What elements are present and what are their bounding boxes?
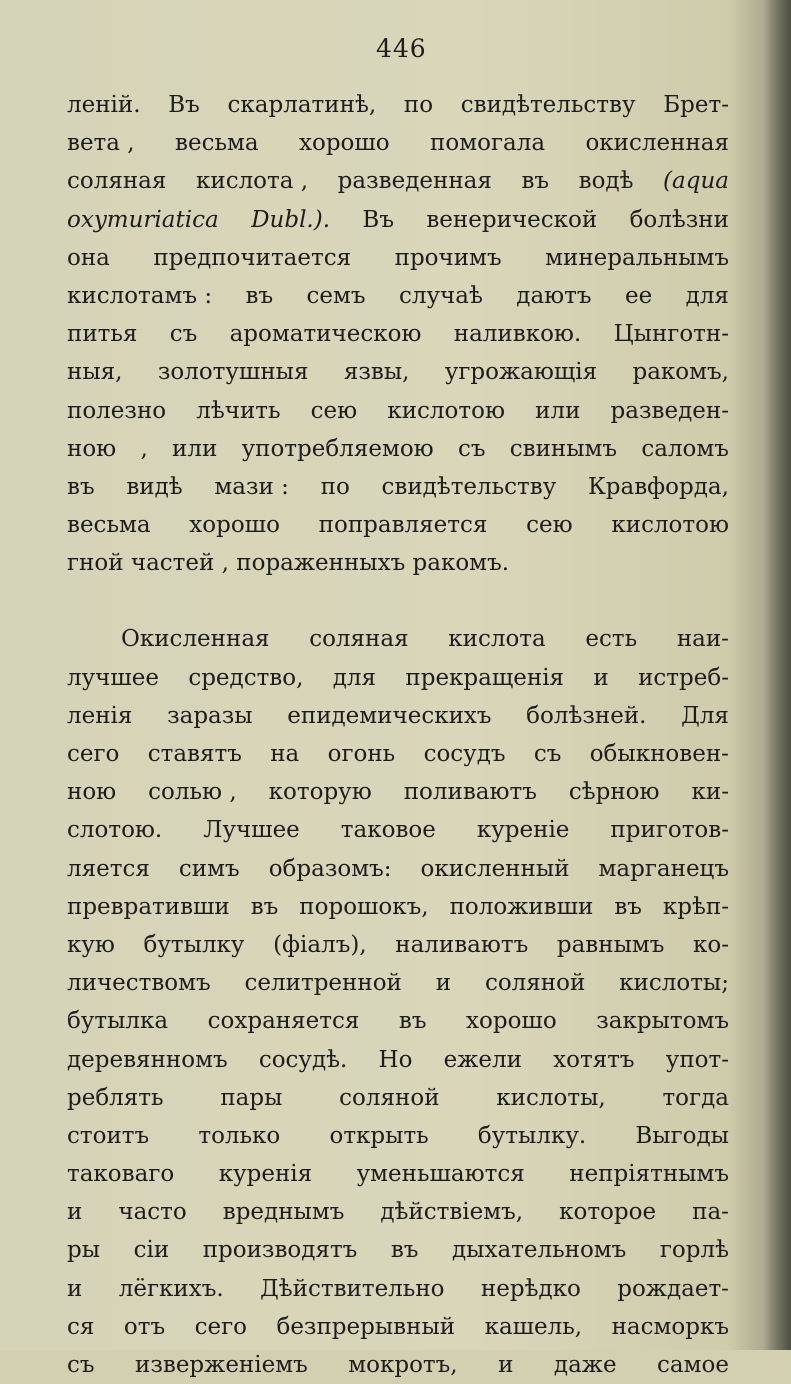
word: личествомъ: [67, 970, 211, 997]
word: ее: [624, 282, 653, 309]
word: нерѣдко: [480, 1275, 581, 1302]
word: самое: [657, 1352, 729, 1378]
word: есть: [585, 626, 638, 653]
text-line: [67, 1117, 729, 1155]
word: свидѣтельству: [381, 473, 557, 500]
word: рождает-: [617, 1275, 729, 1302]
word: пары: [220, 1084, 283, 1111]
word: язвы,: [343, 359, 410, 386]
word: бутылка: [67, 1008, 169, 1035]
word: хорошо: [189, 512, 280, 539]
word: упот-: [665, 1046, 729, 1073]
word: весьма: [175, 130, 259, 157]
text-line: [67, 888, 729, 926]
word: ры: [67, 1237, 101, 1264]
word: только: [198, 1122, 281, 1149]
word: для: [685, 282, 729, 309]
word: превративши: [67, 893, 230, 920]
word: приготов-: [610, 817, 729, 844]
word: часто: [118, 1199, 187, 1226]
text-line: [67, 659, 729, 697]
word: равнымъ: [556, 931, 665, 958]
word: съ: [67, 1352, 95, 1378]
word: изверженіемъ: [135, 1352, 308, 1378]
word: болѣзней.: [526, 702, 647, 729]
word: даютъ: [516, 282, 592, 309]
word: угрожающія: [444, 359, 598, 386]
word: стоитъ: [67, 1122, 150, 1149]
word: по: [320, 473, 350, 500]
word: Окисленная: [121, 626, 270, 653]
word: (фіалъ),: [273, 931, 367, 958]
word: соляная: [67, 168, 167, 195]
word: наливкою.: [453, 321, 582, 348]
word: непріятнымъ: [569, 1161, 729, 1188]
word: помогала: [430, 130, 546, 157]
word: па-: [692, 1199, 729, 1226]
word: лёгкихъ.: [118, 1275, 224, 1302]
word: весьма: [67, 512, 151, 539]
word: насморкъ: [611, 1313, 729, 1340]
text-line: [67, 124, 729, 162]
word: соляной: [339, 1084, 440, 1111]
word: питья: [67, 321, 138, 348]
text-line: [67, 1308, 729, 1346]
word: поливаютъ: [403, 779, 537, 806]
word: кислоты,: [496, 1084, 606, 1111]
word: даже: [553, 1352, 617, 1378]
text-line: [67, 392, 729, 430]
word: безпрерывный: [276, 1313, 456, 1340]
word: сіи: [133, 1237, 170, 1264]
paragraph-gap: [67, 582, 729, 620]
text-line: [67, 430, 729, 468]
word: случаѣ: [399, 282, 483, 309]
word: и: [435, 970, 452, 997]
text-line: [67, 620, 729, 658]
paragraph-2: [67, 620, 729, 1384]
word: сосудъ: [423, 741, 506, 767]
word: крѣп-: [662, 893, 729, 920]
text-line: [67, 1155, 729, 1193]
text-line: [67, 315, 729, 353]
word: кую: [67, 931, 115, 958]
text-line: [67, 1193, 729, 1231]
word: наи-: [676, 626, 729, 653]
word: дыхательномъ: [452, 1237, 627, 1264]
word: таковое: [340, 817, 436, 844]
word: уменьшаются: [356, 1161, 525, 1188]
word: Но: [378, 1046, 413, 1073]
word: ляется: [67, 855, 150, 882]
word: сею: [310, 397, 358, 424]
word: въ: [67, 473, 95, 500]
text-line: [67, 1346, 729, 1384]
word: соляная: [309, 626, 409, 653]
word: oxymuriatica: [67, 206, 219, 233]
word: лѣчить: [196, 397, 281, 424]
word: огонь: [327, 741, 396, 767]
word: таковаго: [67, 1161, 175, 1188]
word: лучшее: [67, 664, 159, 691]
word: ныя,: [67, 359, 123, 386]
word: сосудѣ.: [258, 1046, 348, 1073]
word: хорошо: [299, 130, 390, 157]
word: кислотамъ :: [67, 282, 213, 309]
word: сею: [526, 512, 573, 539]
word: сего: [67, 741, 120, 767]
word: или: [535, 397, 581, 424]
word: истреб-: [638, 664, 729, 691]
word: свинымъ: [509, 435, 618, 462]
word: кислота: [448, 626, 546, 653]
word: Дѣйствительно: [260, 1275, 445, 1302]
word: въ: [398, 1008, 427, 1035]
text-line: [67, 1002, 729, 1040]
word: которое: [559, 1199, 657, 1226]
text-line: [67, 1079, 729, 1117]
word: ки-: [691, 779, 729, 806]
text-line: [67, 277, 729, 315]
word: хотятъ: [553, 1046, 635, 1073]
word: въ: [245, 282, 274, 309]
text-line: [67, 964, 729, 1002]
word: слотою.: [67, 817, 163, 844]
word: Въ: [362, 206, 394, 233]
word: прочимъ: [394, 244, 502, 271]
word: употребляемою: [241, 435, 434, 462]
word: куренія: [218, 1161, 313, 1188]
word: средство,: [188, 664, 304, 691]
word: венерической: [426, 206, 598, 233]
word: ежели: [443, 1046, 522, 1073]
word: и: [593, 664, 609, 691]
word: Кравфорда,: [587, 473, 729, 500]
word: сохраняется: [207, 1008, 360, 1035]
text-line: [67, 850, 729, 888]
word: окисленный: [420, 855, 570, 882]
word: въ: [390, 1237, 419, 1264]
word: вреднымъ: [222, 1199, 345, 1226]
text-line: [67, 735, 729, 773]
text-line: [67, 697, 729, 735]
word: тогда: [662, 1084, 729, 1111]
word: и: [67, 1199, 83, 1226]
word: ставятъ: [147, 741, 242, 767]
text-line: [67, 811, 729, 849]
word: она: [67, 244, 110, 271]
word: на: [270, 741, 300, 767]
word: отъ: [123, 1313, 166, 1340]
word: предпочитается: [153, 244, 352, 271]
word: ною: [67, 435, 117, 462]
word: саломъ: [641, 435, 729, 462]
word: (aqua: [663, 168, 729, 195]
word: открыть: [329, 1122, 429, 1149]
word: Цынготн-: [613, 321, 729, 348]
page-number: 446: [376, 34, 427, 63]
text-line: [67, 353, 729, 391]
word: ною: [67, 779, 117, 806]
word: селитренной: [244, 970, 402, 997]
word: ракомъ,: [632, 359, 729, 386]
word: ся: [67, 1313, 95, 1340]
word: Для: [681, 702, 729, 729]
word: и: [498, 1352, 514, 1378]
word: полезно: [67, 397, 167, 424]
word: разведенная: [337, 168, 492, 195]
word: или: [172, 435, 218, 462]
word: въ: [250, 893, 279, 920]
word: Лучшее: [203, 817, 300, 844]
word: съ: [169, 321, 198, 348]
word: водѣ: [578, 168, 634, 195]
word: поправляется: [318, 512, 488, 539]
word: скарлатинѣ,: [227, 92, 377, 118]
text-line: [67, 201, 729, 239]
text-line: [67, 239, 729, 277]
word: золотушныя: [157, 359, 309, 386]
word: Въ: [168, 92, 200, 118]
word: бутылку.: [477, 1122, 587, 1149]
word: по: [403, 92, 434, 118]
word: въ: [521, 168, 550, 195]
word: окисленная: [585, 130, 729, 157]
word: ароматическою: [229, 321, 422, 348]
word: кислотою: [387, 397, 505, 424]
word: Брет-: [663, 92, 729, 118]
word: хорошо: [466, 1008, 557, 1035]
word: бутылку: [143, 931, 245, 958]
text-line: [67, 162, 729, 200]
word: разведен-: [610, 397, 729, 424]
word: деревянномъ: [67, 1046, 228, 1073]
word: съ: [533, 741, 562, 767]
text-line: [67, 1270, 729, 1308]
word: семъ: [306, 282, 366, 309]
word: ленія: [67, 702, 133, 729]
word: для: [332, 664, 377, 691]
word: болѣзни: [629, 206, 729, 233]
paragraph-1: [67, 86, 729, 582]
text-line: [67, 773, 729, 811]
word: Dubl.).: [251, 206, 331, 233]
text-line: [67, 926, 729, 964]
word: куреніе: [476, 817, 570, 844]
word: горлѣ: [659, 1237, 729, 1264]
word: закрытомъ: [596, 1008, 729, 1035]
text-line-last: гной частей , пораженныхъ ракомъ.: [67, 550, 510, 577]
text-line: [67, 1041, 729, 1079]
word: кашель,: [484, 1313, 583, 1340]
page-gutter-shadow: [763, 0, 791, 1350]
word: и: [67, 1275, 83, 1302]
word: производятъ: [202, 1237, 358, 1264]
text-line: [67, 506, 729, 544]
word: порошокъ,: [299, 893, 429, 920]
word: реблять: [67, 1084, 164, 1111]
word: ко-: [693, 931, 729, 958]
word: наливаютъ: [395, 931, 529, 958]
word: ,: [140, 435, 148, 462]
word: минеральнымъ: [545, 244, 729, 271]
body-text: [67, 86, 729, 1384]
word: заразы: [167, 702, 253, 729]
word: вета ,: [67, 130, 135, 157]
word: сего: [194, 1313, 247, 1340]
word: дѣйствіемъ,: [380, 1199, 524, 1226]
word: солью ,: [148, 779, 237, 806]
text-line: [67, 86, 729, 124]
word: мокротъ,: [348, 1352, 458, 1378]
word: съ: [457, 435, 486, 462]
word: сѣрною: [568, 779, 660, 806]
word: видѣ: [126, 473, 183, 500]
word: прекращенія: [405, 664, 565, 691]
word: положивши: [449, 893, 594, 920]
word: соляной: [484, 970, 586, 997]
word: которую: [268, 779, 372, 806]
word: леній.: [67, 92, 141, 118]
word: образомъ:: [268, 855, 392, 882]
word: мази :: [214, 473, 289, 500]
word: кислотою: [611, 512, 729, 539]
text-line: [67, 1231, 729, 1269]
word: свидѣтельству: [460, 92, 636, 118]
word: епидемическихъ: [287, 702, 492, 729]
word: кислота ,: [195, 168, 309, 195]
word: Выгоды: [635, 1122, 729, 1149]
word: симъ: [178, 855, 240, 882]
word: въ: [614, 893, 642, 920]
text-line: [67, 468, 729, 506]
word: кислоты;: [619, 970, 729, 997]
word: обыкновен-: [589, 741, 729, 767]
word: марганецъ: [598, 855, 729, 882]
